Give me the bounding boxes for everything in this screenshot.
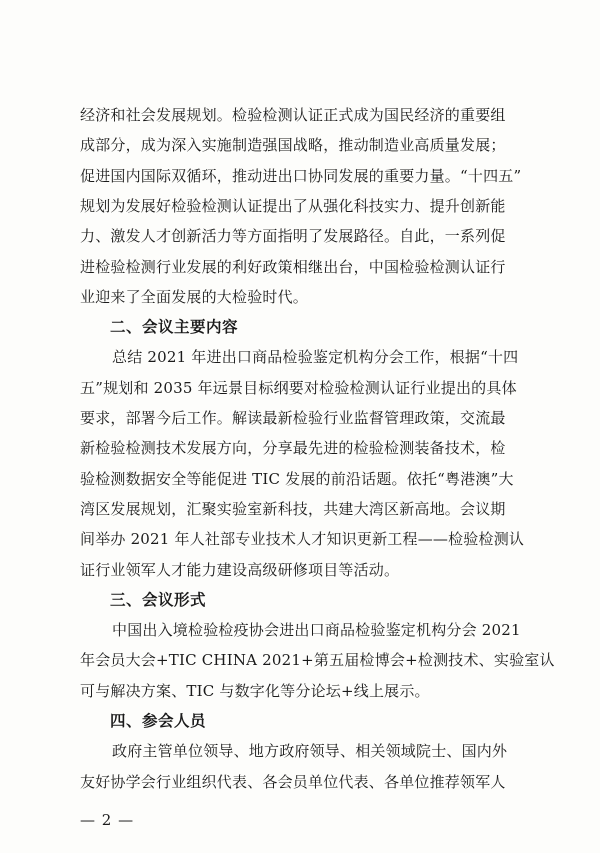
paragraph-line: 促进国内国际双循环，推动进出口协同发展的重要力量。“十四五” bbox=[80, 166, 522, 185]
paragraph-line: 证行业领军人才能力建设高级研修项目等活动。 bbox=[80, 560, 400, 579]
paragraph-line: 新检验检测技术发展方向，分享最先进的检验检测装备技术，检 bbox=[80, 439, 506, 458]
paragraph-line: 湾区发展规划，汇聚实验室新科技，共建大湾区新高地。会议期 bbox=[80, 499, 506, 518]
paragraph-line: 友好协学会行业组织代表、各会员单位代表、各单位推荐领军人 bbox=[80, 772, 506, 791]
paragraph-line: 总结 2021 年进出口商品检验鉴定机构分会工作，根据“十四 bbox=[112, 348, 519, 367]
paragraph-line: 年会员大会+TIC CHINA 2021+第五届检博会+检测技术、实验室认 bbox=[80, 651, 555, 670]
paragraph-line: 政府主管单位领导、地方政府领导、相关领域院士、国内外 bbox=[112, 742, 508, 761]
paragraph-line: 可与解决方案、TIC 与数字化等分论坛+线上展示。 bbox=[80, 681, 430, 700]
paragraph-line: 成部分，成为深入实施制造强国战略，推动制造业高质量发展； bbox=[80, 136, 506, 155]
paragraph-line: 规划为发展好检验检测认证提出了从强化科技实力、提升创新能 bbox=[80, 196, 506, 215]
paragraph-line: 五”规划和 2035 年远景目标纲要对检验检测认证行业提出的具体 bbox=[80, 378, 517, 397]
paragraph-line: 验检测数据安全等能促进 TIC 发展的前沿话题。依托“粤港澳”大 bbox=[80, 469, 514, 488]
paragraph-line: 进检验检测行业发展的利好政策相继出台，中国检验检测认证行 bbox=[80, 257, 506, 276]
page-number: — 2 — bbox=[80, 810, 135, 829]
paragraph-line: 业迎来了全面发展的大检验时代。 bbox=[80, 287, 309, 306]
paragraph-line: 中国出入境检验检疫协会进出口商品检验鉴定机构分会 2021 bbox=[112, 621, 521, 640]
paragraph-line: 经济和社会发展规划。检验检测认证正式成为国民经济的重要组 bbox=[80, 106, 506, 124]
paragraph-line: 力、激发人才创新活力等方面指明了发展路径。自此，一系列促 bbox=[80, 227, 506, 246]
section-heading: 二、会议主要内容 bbox=[110, 318, 239, 337]
section-heading: 三、会议形式 bbox=[110, 590, 207, 609]
paragraph-line: 间举办 2021 年人社部专业技术人才知识更新工程——检验检测认 bbox=[80, 530, 525, 549]
section-heading: 四、参会人员 bbox=[110, 712, 207, 730]
paragraph-line: 要求，部署今后工作。解读最新检验行业监督管理政策，交流最 bbox=[80, 409, 506, 427]
